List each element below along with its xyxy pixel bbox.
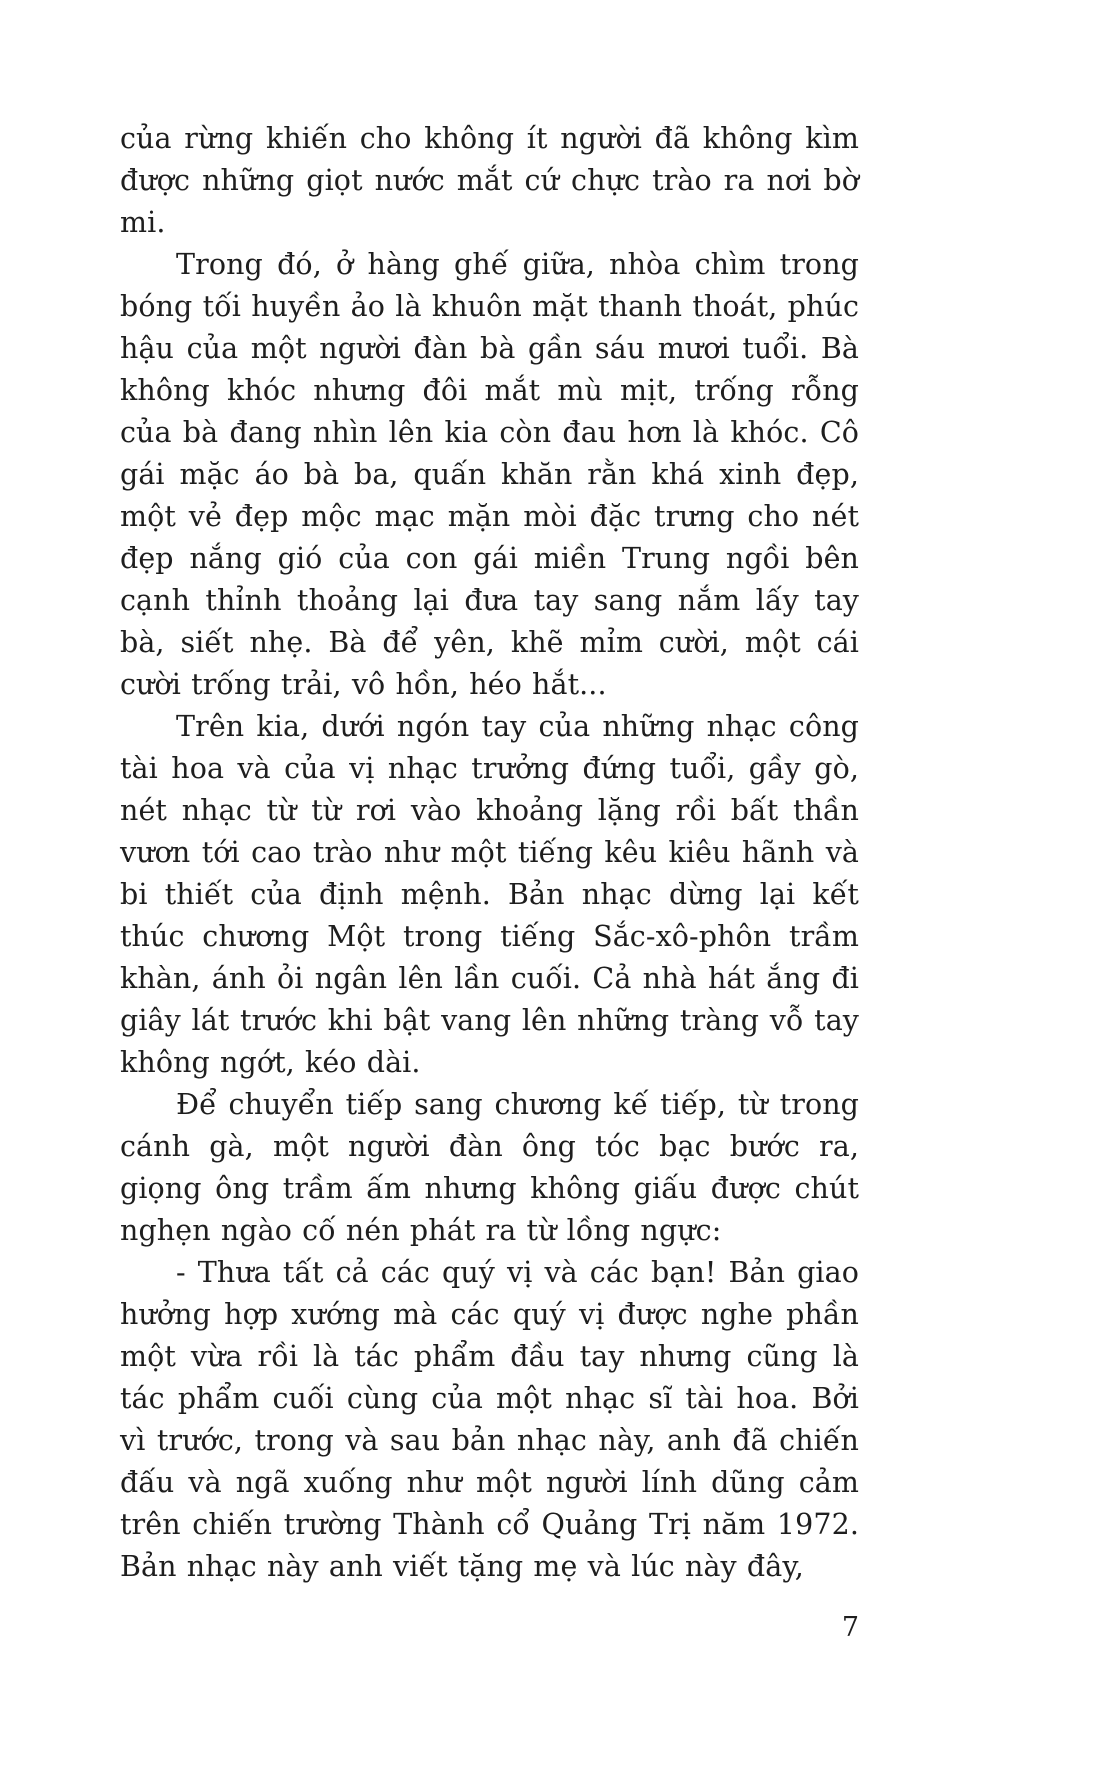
paragraph: Trên kia, dưới ngón tay của những nhạc công tài hoa và của vị nhạc trưởng đứng tuổi, gầy gò, nét nhạc từ từ rơi vào khoảng lặng rồi bất thần vươn tới cao trào như một tiếng kêu kiêu hãnh và bi thiết của định mệnh. Bản nhạc dừng lại kết thúc chương Một trong tiếng Sắc-xô-phôn trầm khàn, ánh ỏi ngân lên lần cuối. Cả nhà hát ắng đi giây lát trước khi bật vang lên những tràng vỗ tay không ngớt, kéo dài. [120, 710, 859, 1079]
page-number: 7 [841, 1612, 859, 1643]
paragraph: Trong đó, ở hàng ghế giữa, nhòa chìm trong bóng tối huyền ảo là khuôn mặt thanh thoát, phúc hậu của một người đàn bà gần sáu mươi tuổi. Bà không khóc nhưng đôi mắt mù mịt, trống rỗng của bà đang nhìn lên kia còn đau hơn là khóc. Cô gái mặc áo bà ba, quấn khăn rằn khá xinh đẹp, một vẻ đẹp mộc mạc mặn mòi đặc trưng cho nét đẹp nắng gió của con gái miền Trung ngồi bên cạnh thỉnh thoảng lại đưa tay sang nắm lấy tay bà, siết nhẹ. Bà để yên, khẽ mỉm cười, một cái cười trống trải, vô hồn, héo hắt... [120, 248, 859, 701]
paragraph: Để chuyển tiếp sang chương kế tiếp, từ trong cánh gà, một người đàn ông tóc bạc bước ra, giọng ông trầm ấm nhưng không giấu được chút nghẹn ngào cố nén phát ra từ lồng ngực: [120, 1088, 859, 1247]
paragraph-dialogue: - Thưa tất cả các quý vị và các bạn! Bản giao hưởng hợp xướng mà các quý vị được nghe phần một vừa rồi là tác phẩm đầu tay nhưng cũng là tác phẩm cuối cùng của một nhạc sĩ tài hoa. Bởi vì trước, trong và sau bản nhạc này, anh đã chiến đấu và ngã xuống như một người lính dũng cảm trên chiến trường Thành cổ Quảng Trị năm 1972. Bản nhạc này anh viết tặng mẹ và lúc này đây, [120, 1256, 859, 1583]
page-text-block [120, 118, 859, 1588]
paragraph-continuation: của rừng khiến cho không ít người đã không kìm được những giọt nước mắt cứ chực trào ra nơi bờ mi. [120, 122, 859, 239]
